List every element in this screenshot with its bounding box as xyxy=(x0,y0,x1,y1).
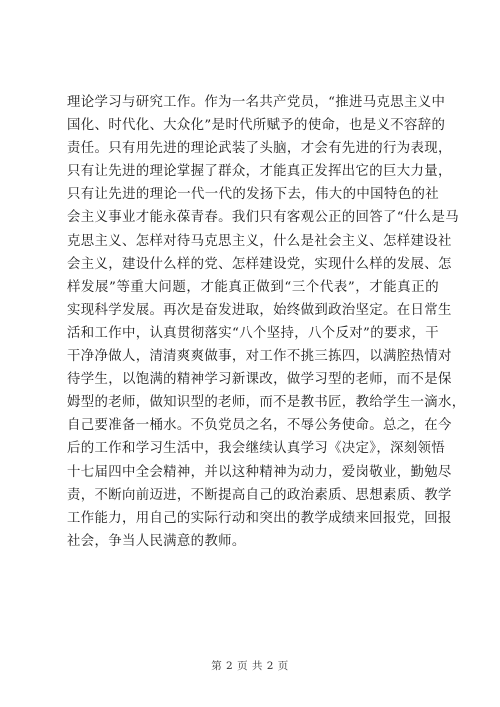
text-line: 十七届四中全会精神，并以这种精神为动力，爱岗敬业，勤勉尽 xyxy=(67,464,452,480)
text-line: 干净净做人，清清爽爽做事，对工作不挑三拣四，以满腔热情对 xyxy=(67,349,452,365)
text-line: 姆型的老师，做知识型的老师，而不是教书匠，教给学生一滴水， xyxy=(67,395,466,411)
page-number-footer: 第 2 页 共 2 页 xyxy=(211,660,289,672)
text-line: 只有让先进的理论一代一代的发扬下去，伟大的中国特色的社 xyxy=(67,187,439,203)
text-line: 国化、时代化、大众化”是时代所赋予的使命，也是义不容辞的 xyxy=(67,118,446,134)
text-line: 待学生，以饱满的精神学习新课改，做学习型的老师，而不是保 xyxy=(67,372,452,388)
text-line: 实现科学发展。再次是奋发进取，始终做到政治坚定。在日常生 xyxy=(67,302,452,318)
text-line: 工作能力，用自己的实际行动和突出的教学成绩来回报党，回报 xyxy=(67,510,452,526)
text-line: 会主义，建设什么样的党、怎样建设党，实现什么样的发展、怎 xyxy=(67,256,452,272)
text-line: 活和工作中，认真贯彻落实“八个坚持，八个反对”的要求，干 xyxy=(67,325,439,341)
text-line: 责，不断向前迈进，不断提高自己的政治素质、思想素质、教学 xyxy=(67,487,452,503)
text-line: 社会，争当人民满意的教师。 xyxy=(67,533,246,549)
text-line: 克思主义、怎样对待马克思主义，什么是社会主义、怎样建设社 xyxy=(67,233,452,249)
body-paragraph xyxy=(67,91,466,553)
text-line: 样发展”等重大问题，才能真正做到“三个代表”，才能真正的 xyxy=(67,279,439,295)
text-line: 后的工作和学习生活中，我会继续认真学习《决定》，深刻领悟 xyxy=(67,441,446,457)
text-line: 只有让先进的理论掌握了群众，才能真正发挥出它的巨大力量， xyxy=(67,164,452,180)
text-line: 责任。只有用先进的理论武装了头脑，才会有先进的行为表现， xyxy=(67,141,452,157)
text-line: 理论学习与研究工作。作为一名共产党员，“推进马克思主义中 xyxy=(67,95,446,110)
text-line: 自己要准备一桶水。不负党员之名，不辱公务使命。总之，在今 xyxy=(67,418,452,434)
text-line: 会主义事业才能永葆青春。我们只有客观公正的回答了“什么是马 xyxy=(67,210,459,226)
